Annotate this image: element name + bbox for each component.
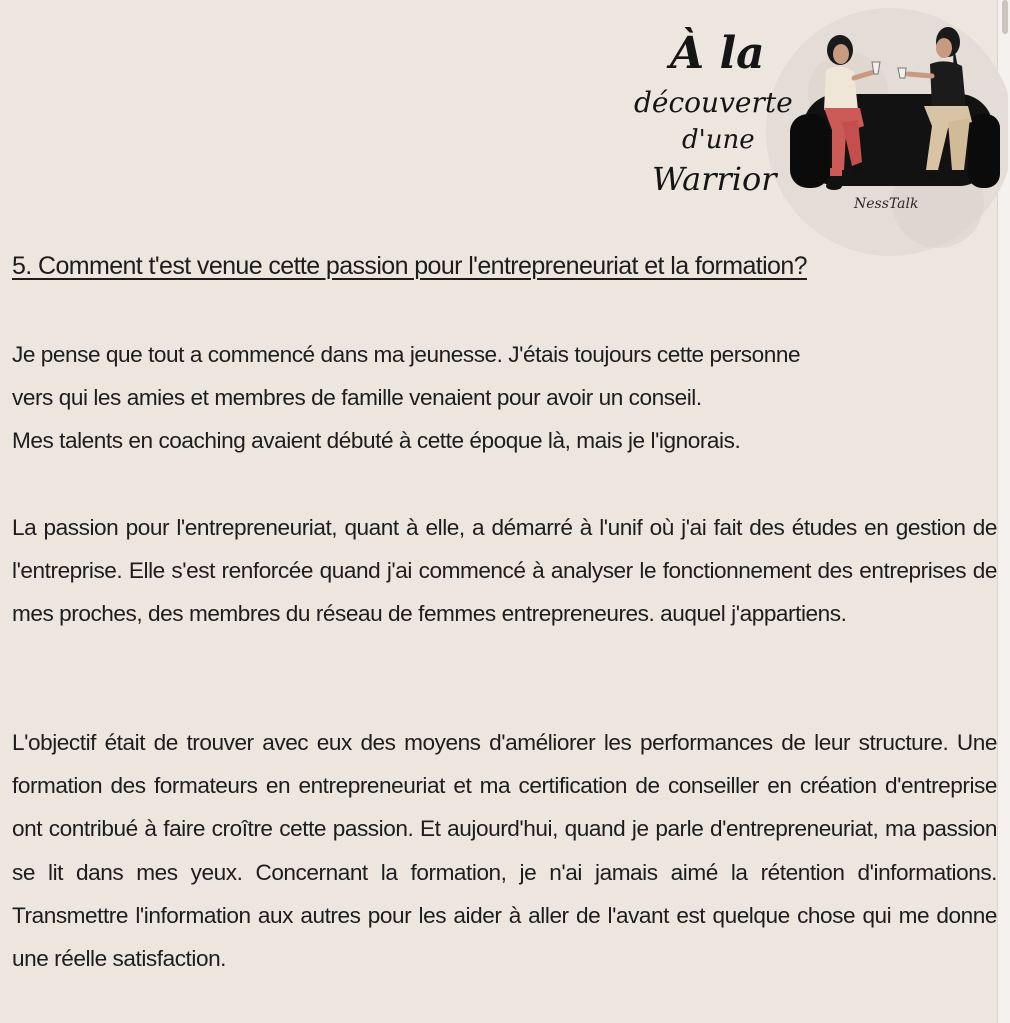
logo-podcast-name: NessTalk [854,196,919,212]
logo-script-line4: Warrior [652,160,777,198]
question-heading: 5. Comment t'est venue cette passion pour l'entrepreneuriat et la formation? [12,252,807,280]
logo-script-line3: d'une [682,125,755,155]
podcast-logo [618,2,1008,270]
answer-paragraph-1 [12,333,997,463]
logo-script-line2: découverte [634,86,793,119]
paragraph-1-line-2: vers qui les amies et membres de famille venaient pour avoir un conseil. [12,385,702,411]
answer-paragraph-2: La passion pour l'entrepreneuriat, quant à elle, a démarré à l'unif où j'ai fait des études en gestion de l'entreprise. Elle s'est renforcée quand j'ai commencé à analyser le fonctionnement des entreprises de mes proches, des membres du réseau de femmes entrepreneures. auquel j'appartiens. [12,515,997,627]
answer-paragraph-3: L'objectif était de trouver avec eux des moyens d'améliorer les performances de leur structure. Une formation des formateurs en entrepreneuriat et ma certification de conseiller en création d'entreprise ont contribué à faire croître cette passion. Et aujourd'hui, quand je parle d'entrepreneuriat, ma passion se lit dans mes yeux. Concernant la formation, je n'ai jamais aimé la rétention d'informations. Transmettre l'information aux autres pour les aider à aller de l'avant est quelque chose qui me donne une réelle satisfaction. [12,730,997,972]
paragraph-1-line-3: Mes talents en coaching avaient débuté à cette époque là, mais je l'ignorais. [12,428,741,454]
logo-script-line1: À la [670,28,765,79]
paragraph-1-line-1: Je pense que tout a commencé dans ma jeunesse. J'étais toujours cette personne [12,342,801,367]
